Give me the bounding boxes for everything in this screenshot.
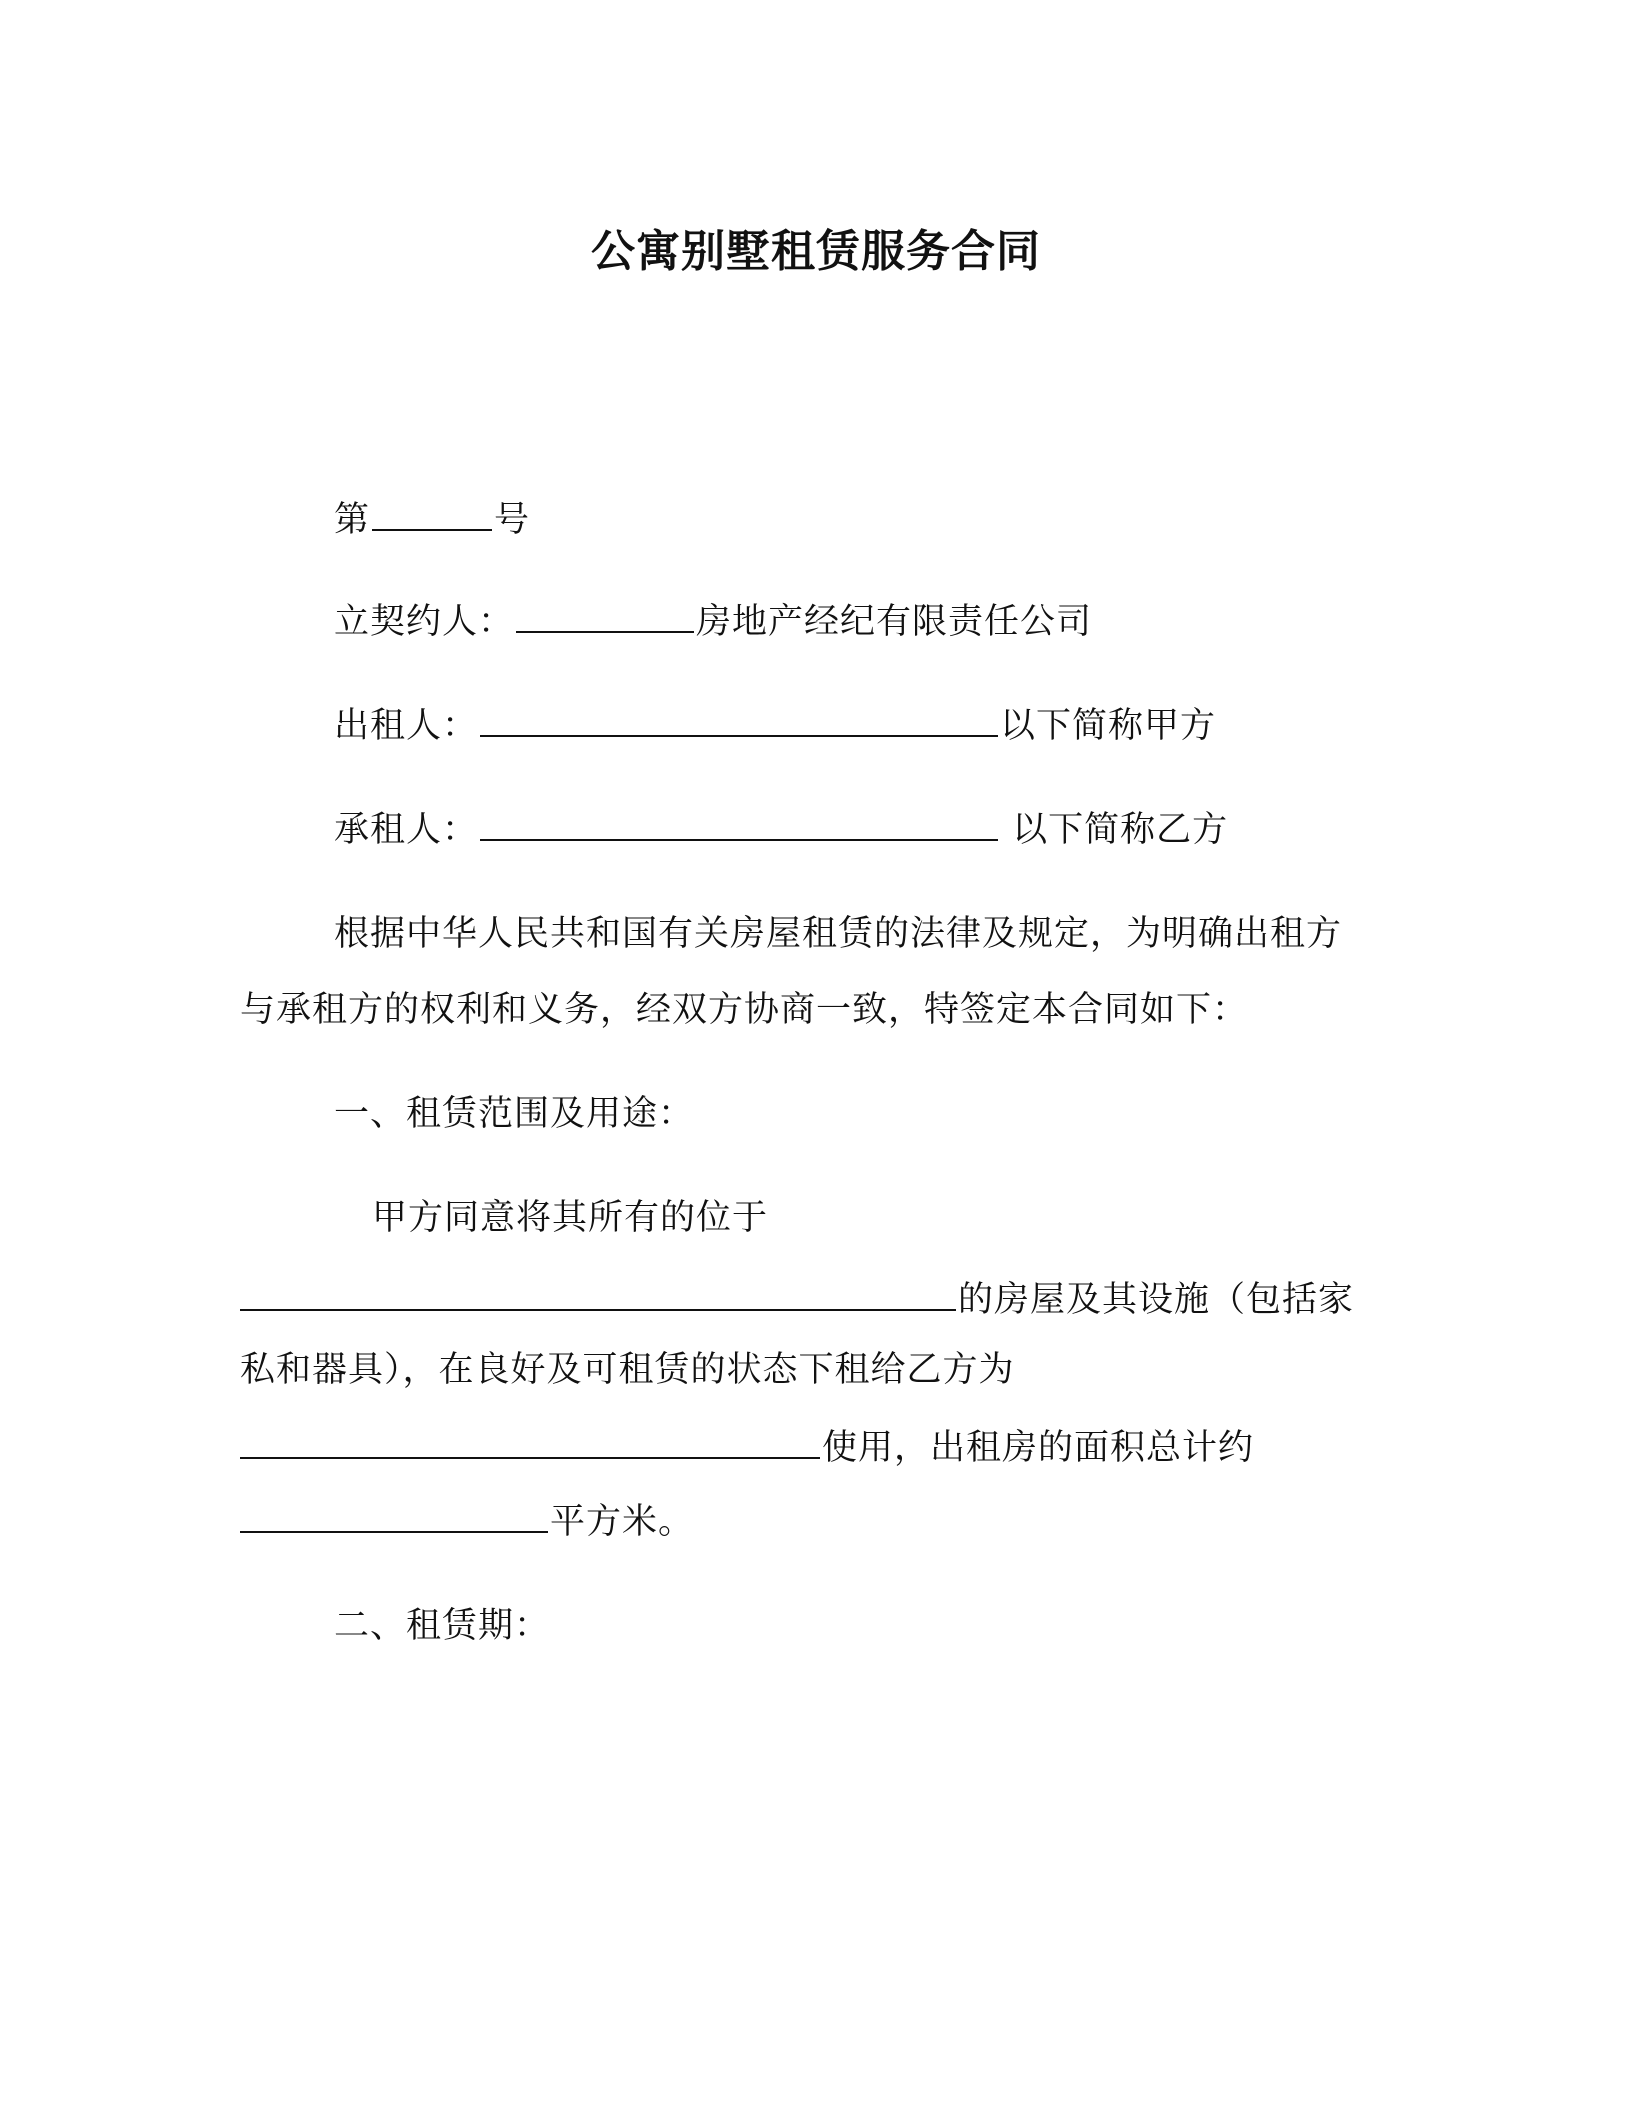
section1-line-3: 私和器具），在良好及可租赁的状态下租给乙方为 xyxy=(240,1350,1015,1390)
document-title: 公寓别墅租赁服务合同 xyxy=(591,226,1041,277)
lessor-blank[interactable] xyxy=(480,705,998,737)
lessor-suffix: 以下简称甲方 xyxy=(1000,706,1217,746)
contract-maker-blank[interactable] xyxy=(516,601,694,633)
contract-maker-label: 立契约人： xyxy=(334,602,515,642)
contract-number-blank[interactable] xyxy=(372,499,492,531)
section1-line-4-suffix: 使用，出租房的面积总计约 xyxy=(822,1428,1255,1468)
contract-number-line xyxy=(334,496,530,544)
lessee-label: 承租人： xyxy=(334,810,479,850)
section1-line-2 xyxy=(240,1276,1354,1324)
area-blank[interactable] xyxy=(240,1501,548,1533)
section2-heading: 二、租赁期： xyxy=(334,1606,551,1646)
section1-line-4 xyxy=(240,1424,1254,1472)
preamble-line-1: 根据中华人民共和国有关房屋租赁的法律及规定，为明确出租方 xyxy=(334,914,1343,954)
section1-heading: 一、租赁范围及用途： xyxy=(334,1094,695,1134)
lessee-line xyxy=(334,806,1228,854)
contract-number-suffix: 号 xyxy=(494,500,531,540)
contract-maker-line xyxy=(334,598,1092,646)
contract-number-prefix: 第 xyxy=(334,500,371,540)
lessor-label: 出租人： xyxy=(334,706,479,746)
property-address-blank[interactable] xyxy=(240,1279,956,1311)
section1-line-1: 甲方同意将其所有的位于 xyxy=(372,1198,769,1238)
contract-maker-suffix: 房地产经纪有限责任公司 xyxy=(696,602,1093,642)
section1-line-5 xyxy=(240,1498,694,1546)
lessor-line xyxy=(334,702,1216,750)
section1-line-5-suffix: 平方米。 xyxy=(550,1502,695,1542)
lessee-blank[interactable] xyxy=(480,809,998,841)
lessee-suffix: 以下简称乙方 xyxy=(1000,810,1229,850)
preamble-line-2: 与承租方的权利和义务，经双方协商一致，特签定本合同如下： xyxy=(240,990,1249,1030)
section1-line-2-suffix: 的房屋及其设施（包括家 xyxy=(958,1280,1355,1320)
usage-purpose-blank[interactable] xyxy=(240,1427,820,1459)
